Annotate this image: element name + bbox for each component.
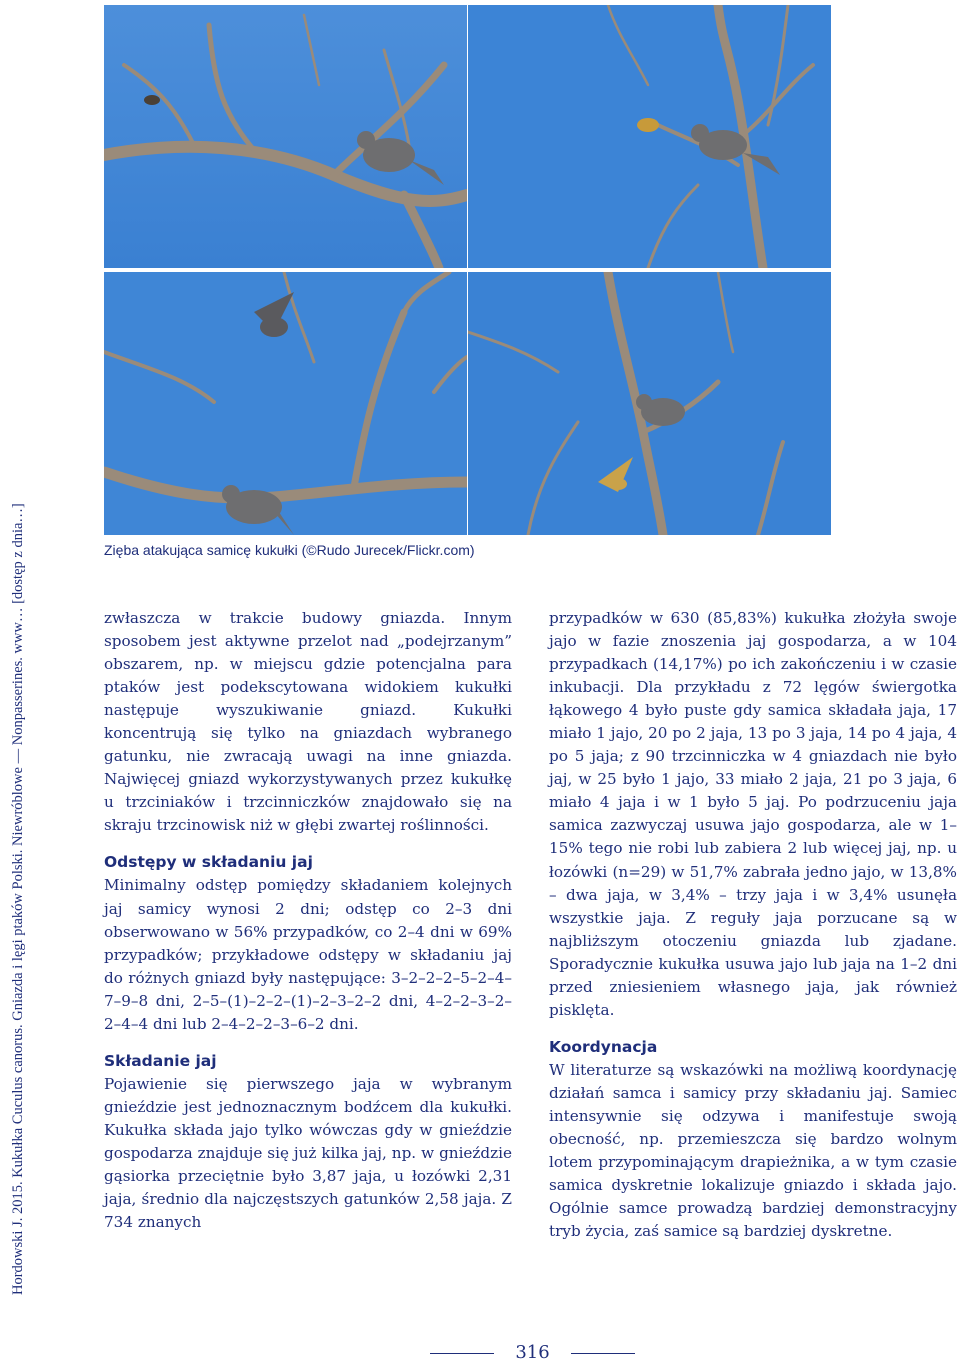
- heading-coordination: Koordynacja: [549, 1037, 658, 1056]
- right-column: [549, 607, 957, 1243]
- photo-cuckoo-and-finch: [468, 5, 831, 268]
- page-number: 316: [515, 1342, 550, 1363]
- page-footer: [430, 1342, 635, 1366]
- photo-finch-attacking-cuckoo: [104, 272, 467, 535]
- footer-rule-right: [571, 1353, 635, 1354]
- photo-collage: [104, 5, 831, 535]
- paragraph-egg-laying-continued: przypadków w 630 (85,83%) kukułka złożyła swoje jajo w fazie znoszenia jaj gospodarza, a w 104 przypadkach (14,17%) po ich zakończeniu i w czasie inkubacji. Dla przykładu z 72 lęgów świergotka łąkowego 4 było puste gdy samica składała jaja, 17 miało 1 jajo, 20 po 2 jaja, 13 po 3 jaja, 14 po 4 jaja, 4 po 5 jaja; z 90 trzcinniczka w 4 gniazdach nie było jaj, w 25 było 1 jajo, 33 miało 2 jaja, 21 po 3 jaja, 6 miało 4 jaja i w 1 było 5 jaj. Po podrzuceniu jaja samica zazwyczaj usuwa jajo gospodarza, ale w 1–15% tego nie robi lub zabiera 2 lub więcej jaj, np. u łozówki (n=29) w 51,7% zabrała jedno jajo, w 13,8% – dwa jaja, w 3,4% – trzy jaja i w 3,4% usunęła wszystkie jaja. Z reguły jaja porzucane są w najbliższym otoczeniu gniazda lub zjadane. Sporadycznie kukułka usuwa jajo lub jaja na 1–2 dni przed zniesieniem własnego jaja, jak również pisklęta.: [549, 609, 957, 1019]
- paragraph-coordination: W literaturze są wskazówki na możliwą koordynację działań samca i samicy przy składaniu jaj. Samiec intensywnie się odzywa i manifestuje swoją obecność, np. przemieszcza się bardzo wolnym lotem przypominającym drapieżnika, a w tym czasie samica dyskretnie lokalizuje gniazdo i składa jajo. Ogólnie samce prowadzą bardziej demonstracyjny tryb życia, zaś samice są bardziej dyskretne.: [549, 1060, 957, 1241]
- photo-cuckoo-perched: [104, 5, 467, 268]
- paragraph-laying-intervals: Minimalny odstęp pomiędzy składaniem kolejnych jaj samicy wynosi 2 dni; odstęp co 2–3 dni obserwowano w 56% przypadków, co 2–4 dni w 69% przypadków; przykładowe odstępy w składaniu jaj do różnych gniazd były następujące: 3–2–2–2–5–2–4–7–9–8 dni, 2–5–(1)–2–2–(1)–2–3–2–2 dni, 4–2–2–3–2–2–4–4 dni lub 2–4–2–2–3–6–2 dni.: [104, 876, 512, 1033]
- photo-caption: Zięba atakująca samicę kukułki (©Rudo Jurecek/Flickr.com): [104, 542, 475, 558]
- paragraph-egg-laying: Pojawienie się pierwszego jaja w wybranym gnieździe jest jednoznacznym bodźcem dla kukułki. Kukułka składa jajo tylko wówczas gdy w gnieździe gospodarza znajduje się już kilka jaj, np. w gnieździe gąsiorka przeciętnie było 3,87 jaja, u łozówki 2,31 jaja, średnio dla najczęstszych gatunków 2,58 jaja. Z 734 znanych: [104, 1074, 512, 1232]
- heading-egg-laying: Składanie jaj: [104, 1051, 217, 1070]
- photo-cuckoo-and-finch-in-flight: [468, 272, 831, 535]
- left-column: [104, 607, 512, 1234]
- heading-laying-intervals: Odstępy w składaniu jaj: [104, 853, 313, 872]
- paragraph-nest-search: zwłaszcza w trakcie budowy gniazda. Innym sposobem jest aktywne przelot nad „podejrzanym” obszarem, np. w miejscu gdzie potencjalna para ptaków jest podekscytowana widokiem kukułki następuje wyszukiwanie gniazd. Kukułki koncentrują się tylko na gniazdach wybranego gatunku, nie zwracają uwagi na inne gniazda. Najwięcej gniazd wykorzystywanych przez kukułkę u trzciniaków i trzcinniczków znajdowało się na skraju trzcinowisk niż w głębi zwartej roślinności.: [104, 609, 512, 835]
- running-header: Hordowski J. 2015. Kukułka Cuculus canorus. Gniazda i lęgi ptaków Polski. Niewróblowe — Nonpasserines. www… [dostęp z dnia…]: [10, 503, 26, 1295]
